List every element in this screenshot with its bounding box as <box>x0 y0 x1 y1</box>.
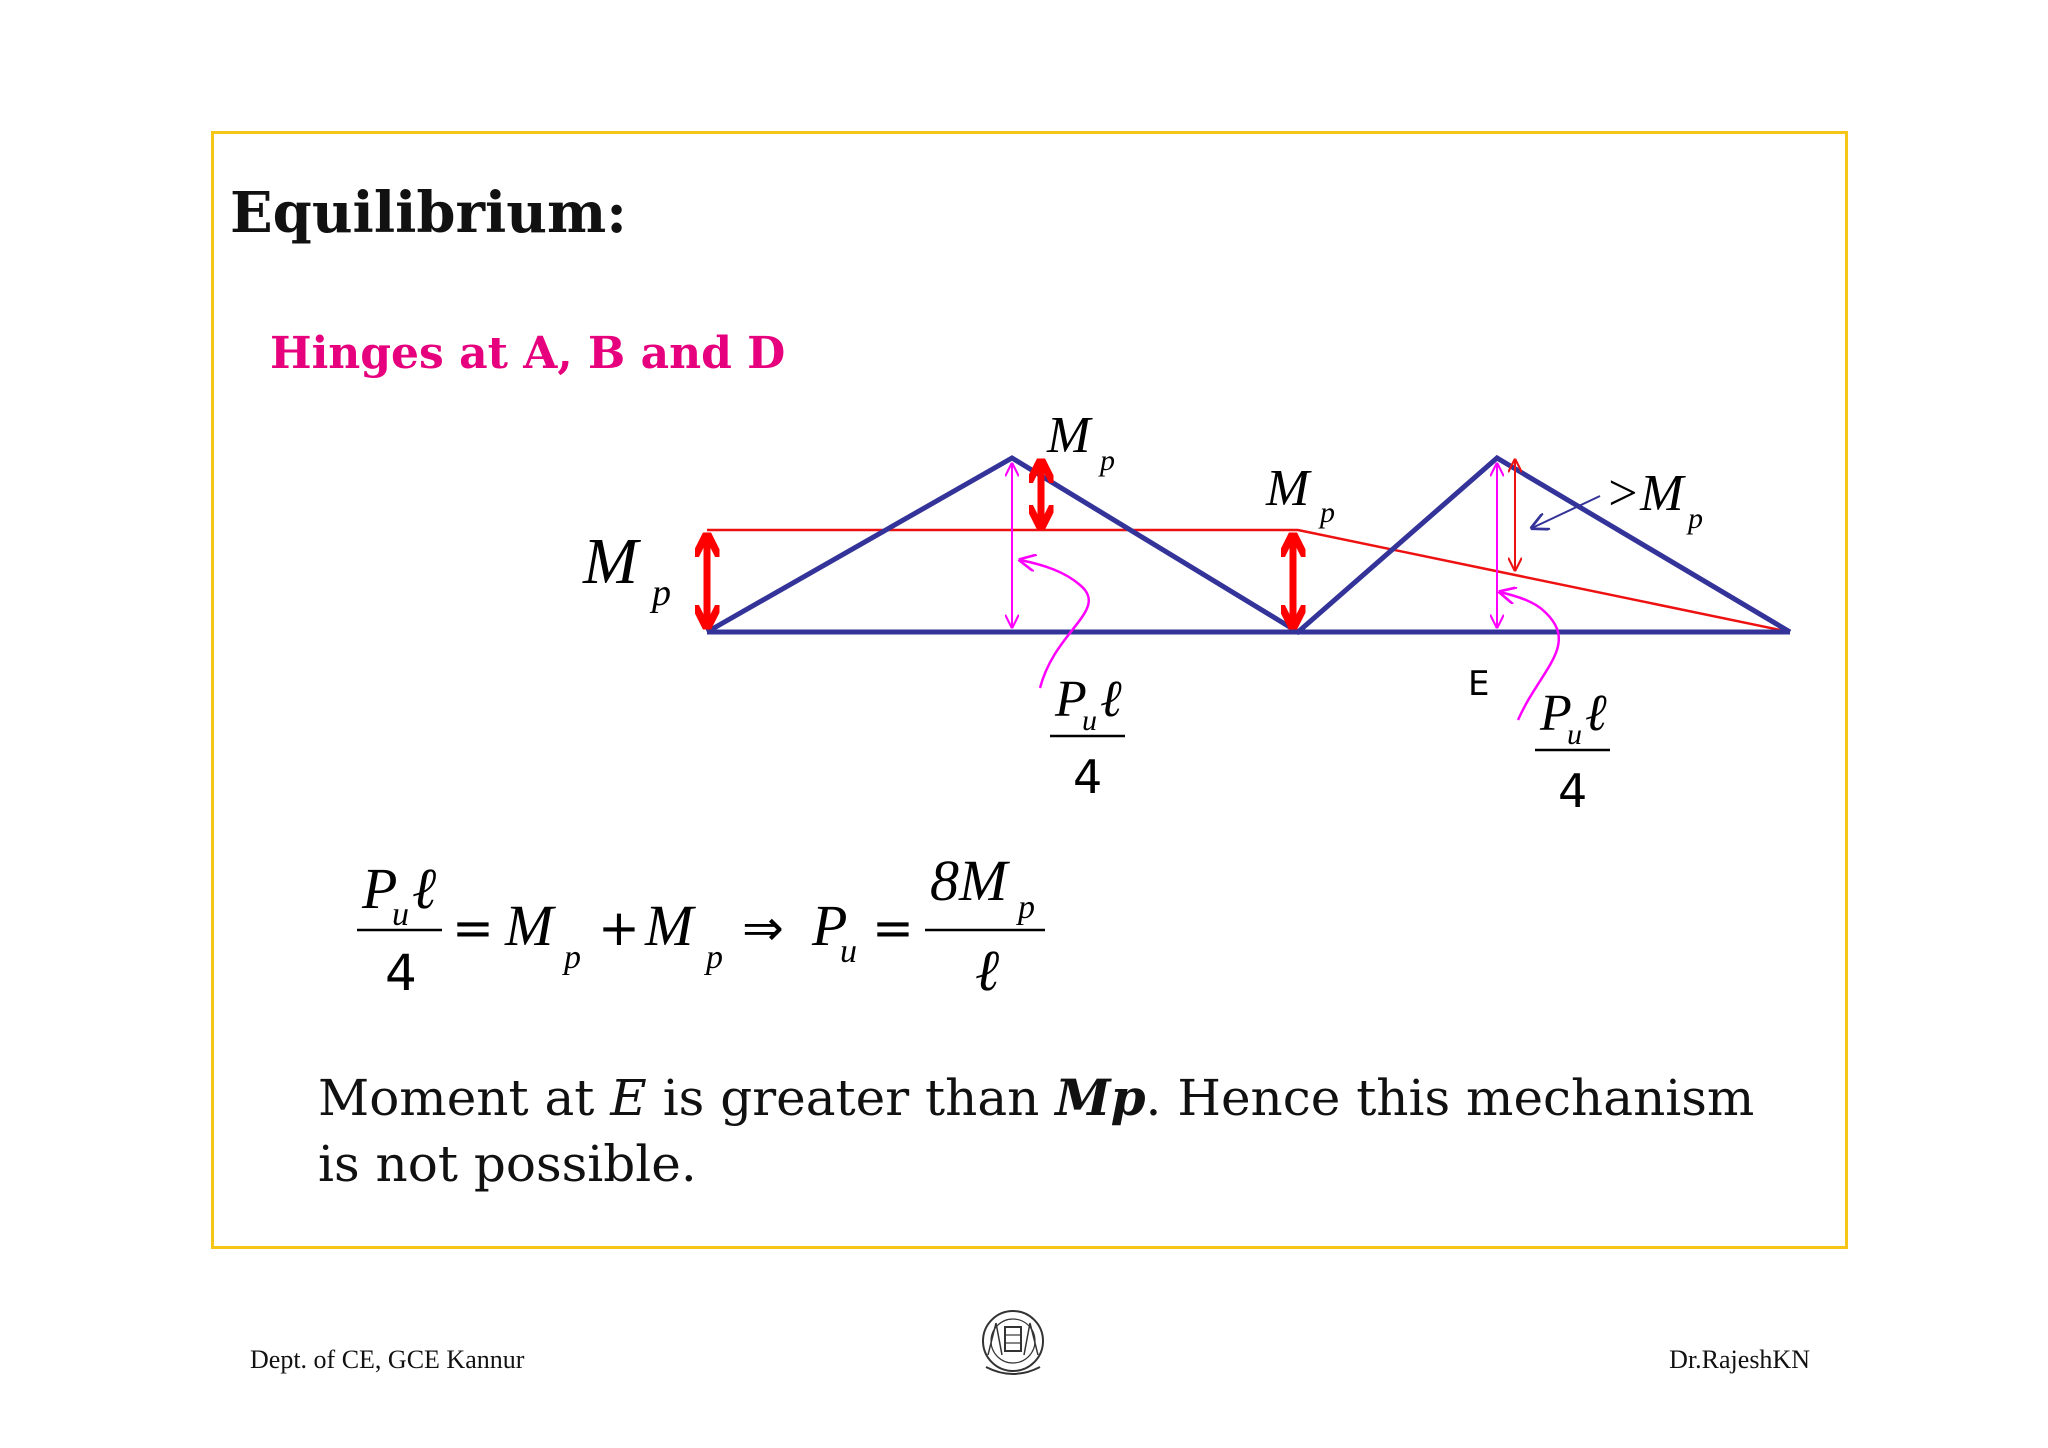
eq-implies: ⇒ <box>742 899 784 957</box>
eq-m2: M <box>645 893 694 958</box>
eq-lhs-den: 4 <box>385 944 417 1002</box>
eq-pu: P <box>812 893 848 958</box>
conclusion-part-3: is greater than <box>646 1069 1056 1127</box>
point-E-label: E <box>1468 664 1490 704</box>
pu-fraction-2-den: 4 <box>1558 764 1588 818</box>
eq-m1: M <box>505 893 554 958</box>
mp-label-B: M <box>1047 407 1091 464</box>
eq-rhs-num: 8M <box>930 848 1008 913</box>
eq-pu-sub: u <box>840 933 857 970</box>
pu-fraction-1-ell: ℓ <box>1100 671 1122 728</box>
eq-lhs-u: u <box>392 896 409 933</box>
pu-label-leader-1 <box>1020 560 1089 688</box>
pu-fraction-2-ell: ℓ <box>1585 685 1607 742</box>
gt-mp-label-sub: p <box>1688 502 1703 535</box>
eq-m1-sub: p <box>564 939 581 976</box>
footer-author: Dr.RajeshKN <box>1669 1345 1810 1374</box>
pu-fraction-2-u: u <box>1567 718 1582 751</box>
mp-label-B-sub: p <box>1100 444 1115 477</box>
conclusion-E: E <box>610 1069 647 1127</box>
eq-lhs-P: P <box>362 856 398 921</box>
eq-equals-2: = <box>872 899 914 957</box>
conclusion-part-1: Moment at <box>318 1069 611 1127</box>
gt-mp-label: >M <box>1605 465 1684 522</box>
footer-department: Dept. of CE, GCE Kannur <box>250 1345 525 1374</box>
mp-label-A-sub: p <box>652 572 671 614</box>
conclusion-part-5: . Hence this mechanism is not possible. <box>318 1069 1755 1193</box>
eq-m2-sub: p <box>706 939 723 976</box>
eq-lhs-ell: ℓ <box>412 856 437 921</box>
mp-label-A: M <box>583 525 638 598</box>
pu-fraction-1-den: 4 <box>1073 750 1103 804</box>
mp-label-D-sub: p <box>1320 496 1335 529</box>
slide-title: Equilibrium: <box>230 180 627 246</box>
pu-fraction-1-u: u <box>1082 704 1097 737</box>
eq-plus: + <box>598 899 640 957</box>
mp-label-D: M <box>1266 460 1310 517</box>
eq-rhs-num-sub: p <box>1018 889 1035 926</box>
college-seal-icon <box>978 1305 1048 1385</box>
reactant-moment-line <box>707 530 1790 632</box>
equilibrium-equation <box>357 848 1045 1003</box>
conclusion-text <box>318 1065 1768 1197</box>
eq-rhs-den: ℓ <box>975 938 1000 1003</box>
conclusion-mp: Mp <box>1055 1068 1146 1127</box>
pu-fraction-2-P: P <box>1540 685 1572 742</box>
pu-fraction-1-P: P <box>1055 671 1087 728</box>
eq-equals-1: = <box>452 899 494 957</box>
slide-subtitle: Hinges at A, B and D <box>270 328 786 379</box>
